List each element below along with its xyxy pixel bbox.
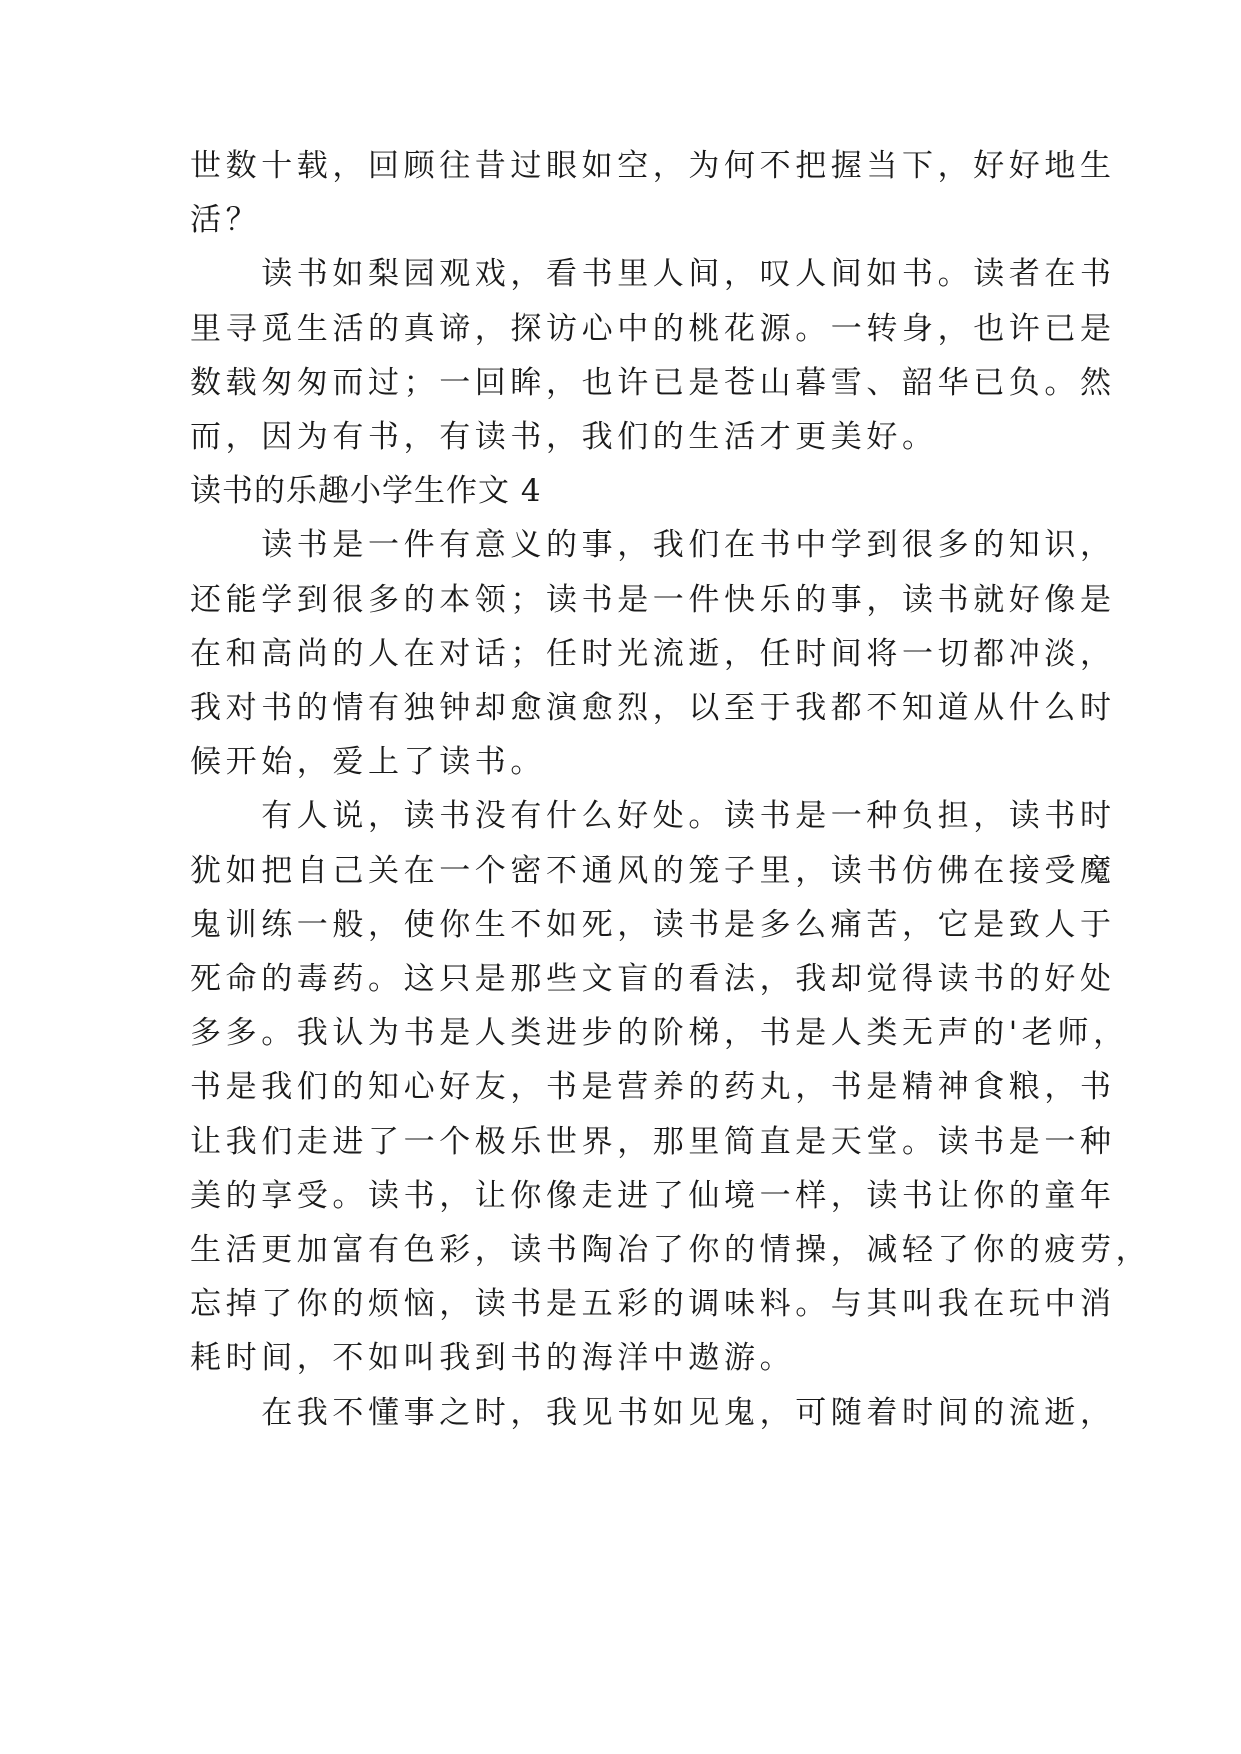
text-line: 我对书的情有独钟却愈演愈烈，以至于我都不知道从什么时 — [190, 690, 1116, 726]
text-line: 鬼训练一般，使你生不如死，读书是多么痛苦，它是致人于 — [190, 907, 1116, 943]
text-line: 死命的毒药。这只是那些文盲的看法，我却觉得读书的好处 — [190, 961, 1116, 997]
text-line: 犹如把自己关在一个密不通风的笼子里，读书仿佛在接受魔 — [190, 853, 1116, 889]
text-line: 忘掉了你的烦恼，读书是五彩的调味料。与其叫我在玩中消 — [190, 1286, 1116, 1322]
text-line: 读书是一件有意义的事，我们在书中学到很多的知识， — [190, 527, 1116, 563]
text-line: 多多。我认为书是人类进步的阶梯，书是人类无声的'老师， — [190, 1015, 1129, 1051]
text-line: 读书如梨园观戏，看书里人间，叹人间如书。读者在书 — [190, 256, 1116, 292]
text-line: 候开始，爱上了读书。 — [190, 744, 546, 780]
text-line: 生活更加富有色彩，读书陶冶了你的情操，减轻了你的疲劳， — [190, 1232, 1152, 1268]
text-line: 里寻觅生活的真谛，探访心中的桃花源。一转身，也许已是 — [190, 311, 1116, 347]
section-heading: 读书的乐趣小学生作文 4 — [190, 473, 542, 509]
text-line: 在和高尚的人在对话；任时光流逝，任时间将一切都冲淡， — [190, 636, 1116, 672]
text-line: 世数十载，回顾往昔过眼如空，为何不把握当下，好好地生 — [190, 148, 1116, 184]
text-line: 让我们走进了一个极乐世界，那里简直是天堂。读书是一种 — [190, 1124, 1116, 1160]
text-line: 美的享受。读书，让你像走进了仙境一样，读书让你的童年 — [190, 1178, 1116, 1214]
text-line: 活？ — [190, 202, 262, 238]
text-line: 在我不懂事之时，我见书如见鬼，可随着时间的流逝， — [190, 1395, 1116, 1431]
text-line: 数载匆匆而过；一回眸，也许已是苍山暮雪、韶华已负。然 — [190, 365, 1116, 401]
text-line: 有人说，读书没有什么好处。读书是一种负担，读书时 — [190, 798, 1116, 834]
text-line: 书是我们的知心好友，书是营养的药丸，书是精神食粮，书 — [190, 1069, 1116, 1105]
text-line: 还能学到很多的本领；读书是一件快乐的事，读书就好像是 — [190, 582, 1116, 618]
text-line: 耗时间，不如叫我到书的海洋中遨游。 — [190, 1340, 796, 1376]
text-line: 而，因为有书，有读书，我们的生活才更美好。 — [190, 419, 938, 455]
